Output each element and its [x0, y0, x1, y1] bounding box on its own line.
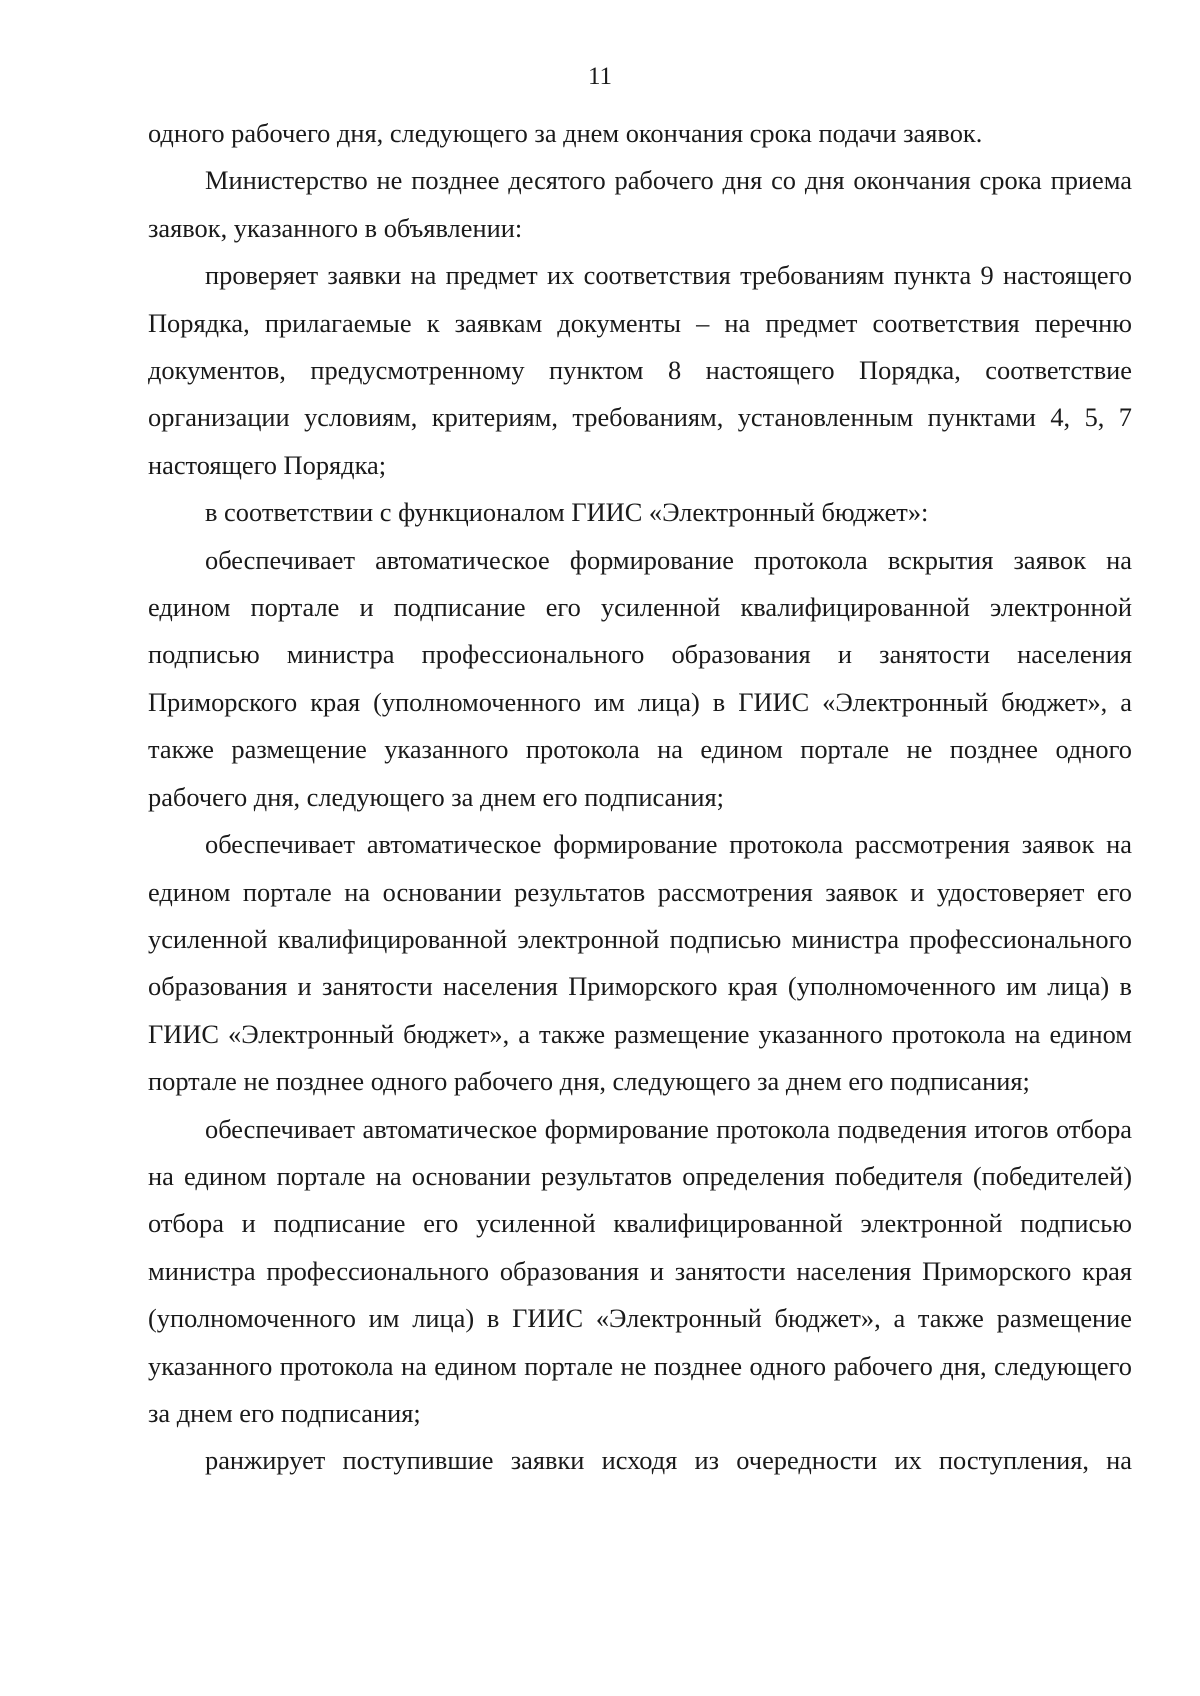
- paragraph-review-protocol: обеспечивает автоматическое формирование протокола рассмотрения заявок на едином портале на основании результатов рассмотрения заявок и удостоверяет его усиленной квалифицированной электронной подписью министра профессионального образования и занятости населения Приморского края (уполномоченного им лица) в ГИИС «Электронный бюджет», а также размещение указанного протокола на едином портале не позднее одного рабочего дня, следующего за днем его подписания;: [148, 829, 1132, 1097]
- paragraph-checks-applications: проверяет заявки на предмет их соответствия требованиям пункта 9 настоящего Порядка, прилагаемые к заявкам документы – на предмет соответствия перечню документов, предусмотренному пунктом 8 настоящего Порядка, соответствие организации условиям, критериям, требованиям, установленным пунктами 4, 5, 7 настоящего Порядка;: [148, 260, 1132, 480]
- paragraph-opening-protocol: обеспечивает автоматическое формирование протокола вскрытия заявок на едином портале и подписание его усиленной квалифицированной электронной подписью министра профессионального образования и занятости населения Приморского края (уполномоченного им лица) в ГИИС «Электронный бюджет», а также размещение указанного протокола на едином портале не позднее одного рабочего дня, следующего за днем его подписания;: [148, 544, 1132, 812]
- paragraph-ministry-deadline: Министерство не позднее десятого рабочего дня со дня окончания срока приема заявок, указанного в объявлении:: [148, 165, 1132, 243]
- page-number: 11: [587, 63, 613, 90]
- paragraph-results-protocol: обеспечивает автоматическое формирование протокола подведения итогов отбора на едином портале на основании результатов определения победителя (победителей) отбора и подписание его усиленной квалифицированной электронной подписью министра профессионального образования и занятости населения Приморского края (уполномоченного им лица) в ГИИС «Электронный бюджет», а также размещение указанного протокола на едином портале не позднее одного рабочего дня, следующего за днем его подписания;: [148, 1113, 1132, 1428]
- paragraph-giis-functionality: в соответствии с функционалом ГИИС «Электронный бюджет»:: [205, 497, 929, 528]
- paragraph-ranking: ранжирует поступившие заявки исходя из очередности их поступления, на: [205, 1445, 1132, 1476]
- paragraph-continuation: одного рабочего дня, следующего за днем окончания срока подачи заявок.: [148, 118, 983, 148]
- document-body: [148, 110, 1132, 1485]
